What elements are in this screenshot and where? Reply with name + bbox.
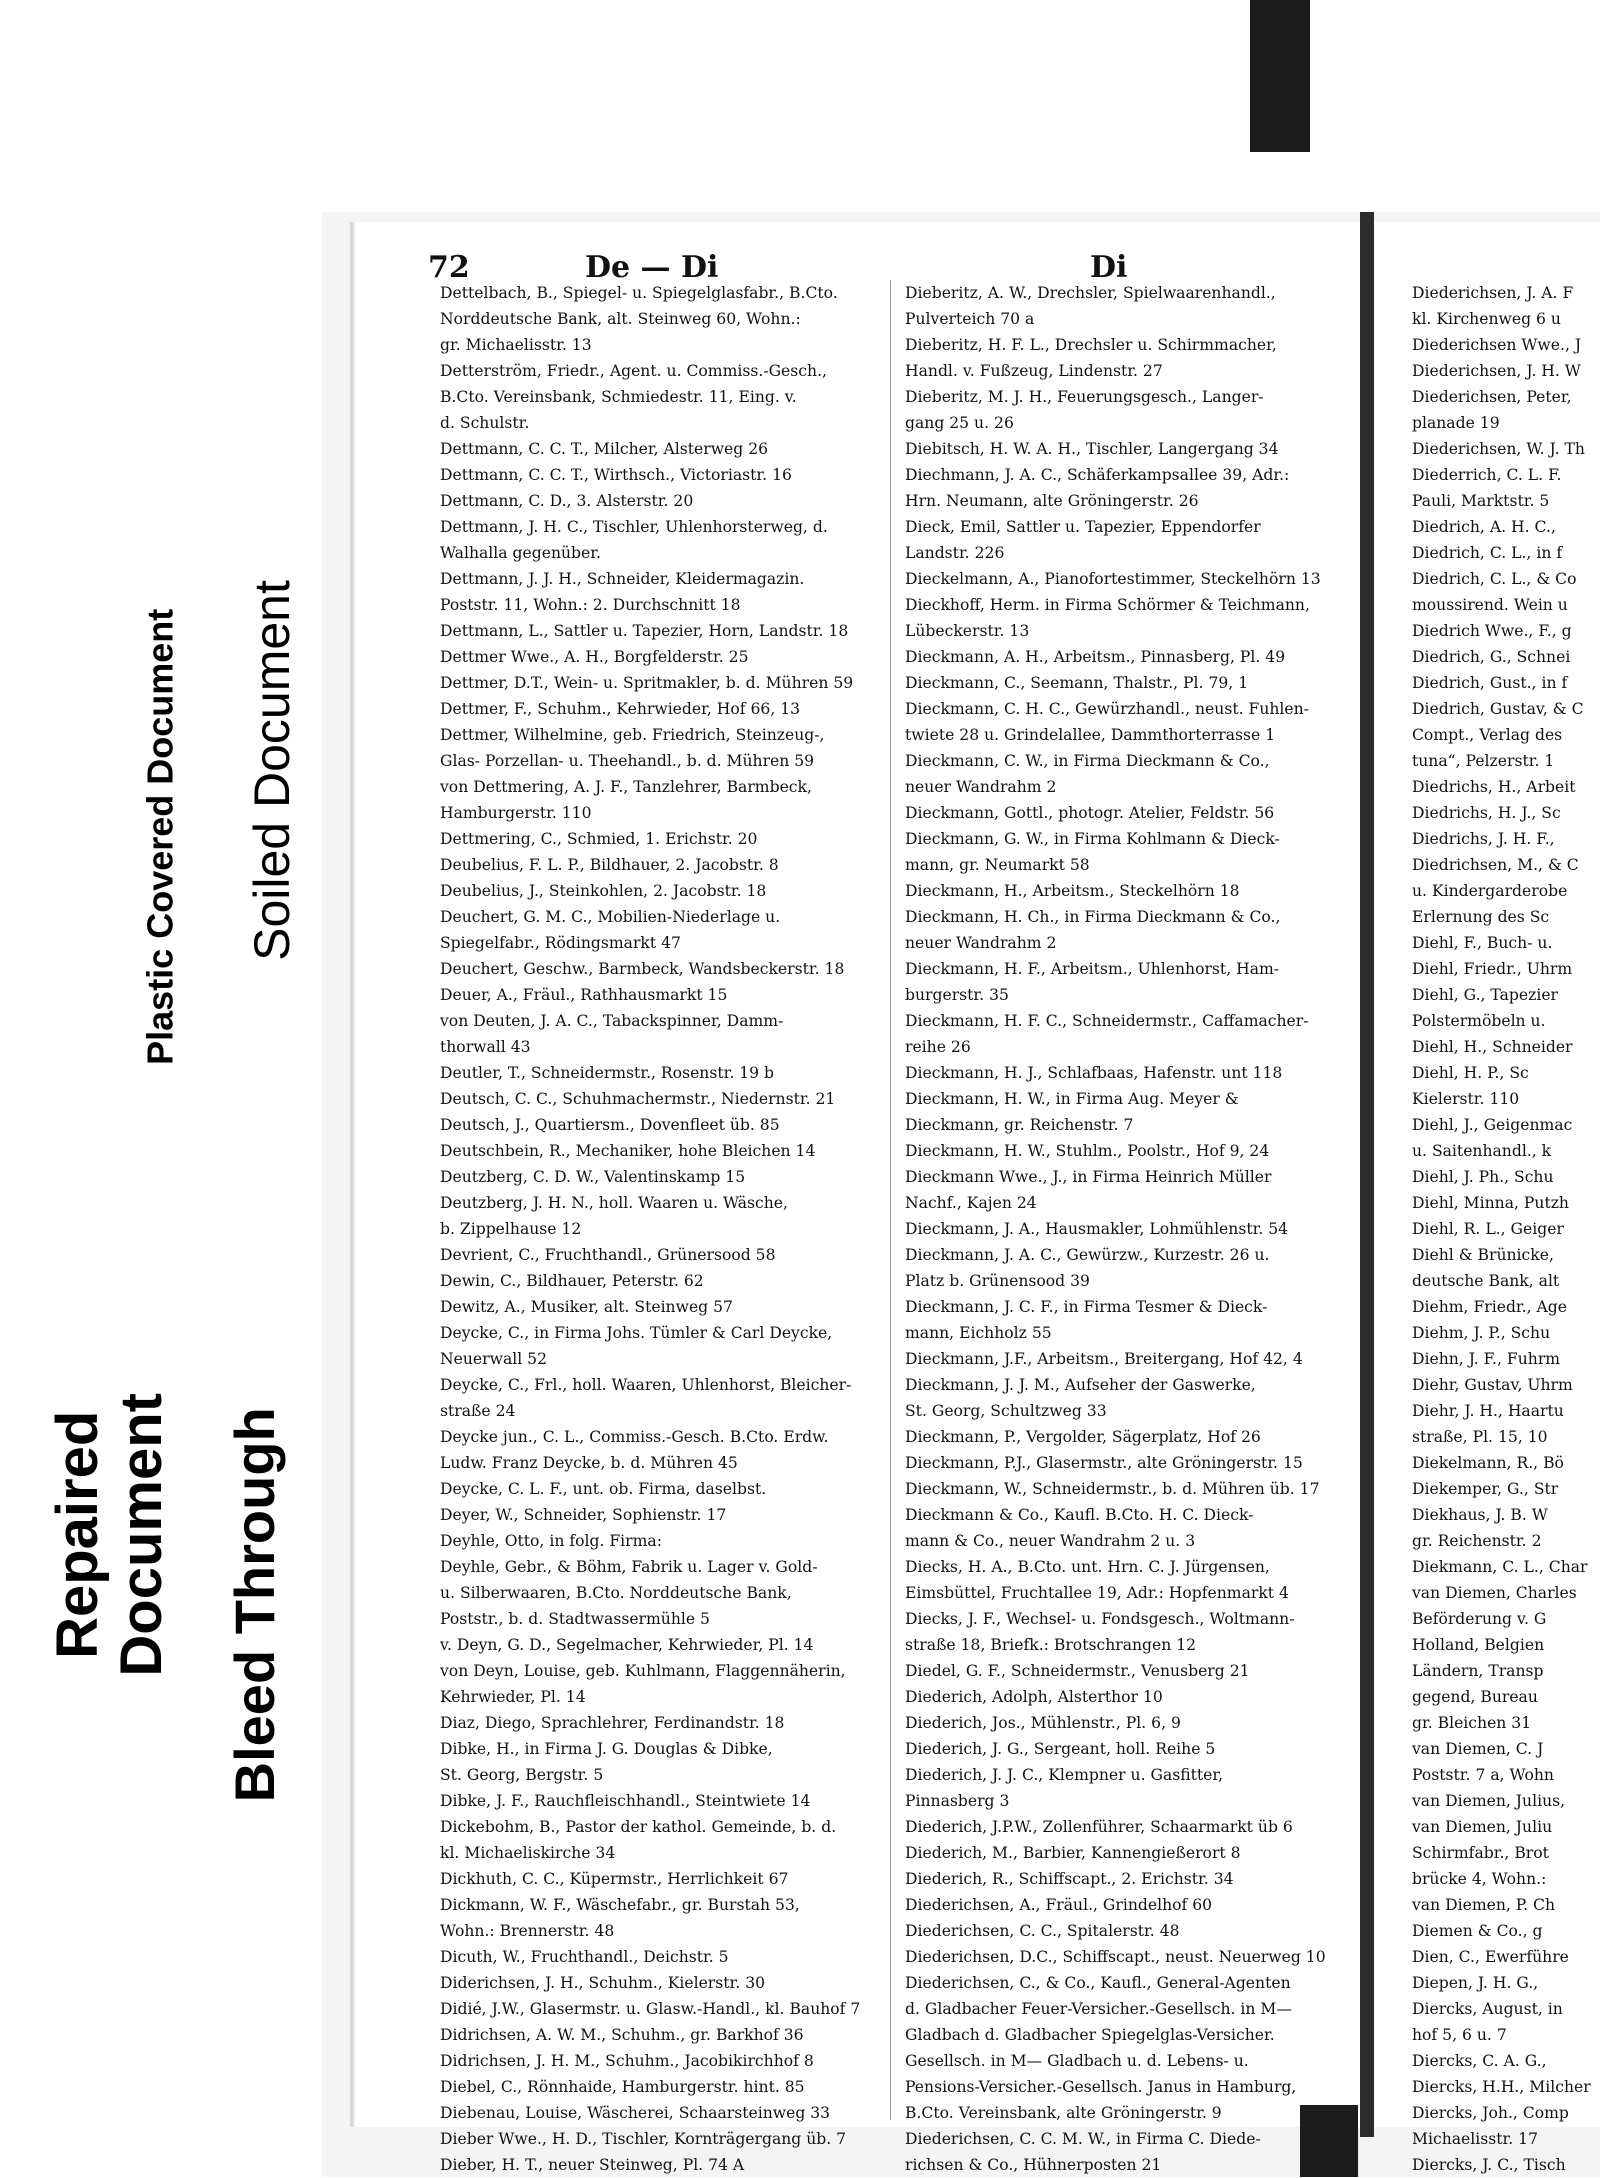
directory-line: Diehn, J. F., Fuhrm [1412,1350,1561,1368]
directory-line: mann, gr. Neumarkt 58 [905,856,1090,874]
directory-line: Glas- Porzellan- u. Theehandl., b. d. Mühren 59 [440,752,815,770]
directory-line: Dettmann, J. J. H., Schneider, Kleidermagazin. [440,570,805,588]
directory-line: neuer Wandrahm 2 [905,778,1057,796]
directory-line: Dettmer, Wilhelmine, geb. Friedrich, Steinzeug-, [440,726,825,744]
directory-line: Diercks, C. A. G., [1412,2052,1547,2070]
directory-line: Dettmann, J. H. C., Tischler, Uhlenhorsterweg, d. [440,518,828,536]
directory-line: Dieckmann, J. A., Hausmakler, Lohmühlenstr. 54 [905,1220,1289,1238]
bleed-through-label-card [200,1305,310,1905]
directory-line: Lübeckerstr. 13 [905,622,1030,640]
repaired-label [46,1393,174,1677]
directory-line: Dibke, H., in Firma J. G. Douglas & Dibke, [440,1740,773,1758]
directory-line: Diepen, J. H. G., [1412,1974,1539,1992]
directory-line: Deyhle, Gebr., & Böhm, Fabrik u. Lager v. Gold- [440,1558,818,1576]
directory-line: Ludw. Franz Deycke, b. d. Mühren 45 [440,1454,738,1472]
directory-line: straße 24 [440,1402,516,1420]
directory-line: Diederrich, C. L. F. [1412,466,1562,484]
directory-line: van Diemen, P. Ch [1412,1896,1556,1914]
directory-line: Diecks, J. F., Wechsel- u. Fondsgesch., Woltmann- [905,1610,1295,1628]
directory-line: Dettmann, C. C. T., Milcher, Alsterweg 26 [440,440,769,458]
directory-line: planade 19 [1412,414,1500,432]
directory-line: Diederichsen, C. C. M. W., in Firma C. Diede- [905,2130,1261,2148]
directory-line: Walhalla gegenüber. [440,544,601,562]
directory-line: Diederichsen, W. J. Th [1412,440,1585,458]
directory-line: Diehl & Brünicke, [1412,1246,1554,1264]
directory-line: d. Gladbacher Feuer-Versicher.-Gesellsch. in M— [905,2000,1292,2018]
directory-line: von Dettmering, A. J. F., Tanzlehrer, Barmbeck, [440,778,812,796]
directory-line: Compt., Verlag des [1412,726,1563,744]
directory-line: Detterström, Friedr., Agent. u. Commiss.-Gesch., [440,362,827,380]
directory-line: Dieckmann, C., Seemann, Thalstr., Pl. 79, 1 [905,674,1249,692]
directory-line: Poststr., b. d. Stadtwassermühle 5 [440,1610,710,1628]
directory-line: Diederichsen, Peter, [1412,388,1572,406]
directory-line: Eimsbüttel, Fruchtallee 19, Adr.: Hopfenmarkt 4 [905,1584,1289,1602]
directory-line: Diehr, Gustav, Uhrm [1412,1376,1573,1394]
directory-line: Deyer, W., Schneider, Sophienstr. 17 [440,1506,727,1524]
directory-line: Diekmann, C. L., Char [1412,1558,1588,1576]
directory-line: Diederichsen, C., & Co., Kaufl., General-Agenten [905,1974,1291,1992]
directory-line: B.Cto. Vereinsbank, alte Gröningerstr. 9 [905,2104,1222,2122]
directory-line: von Deuten, J. A. C., Tabackspinner, Damm- [440,1012,784,1030]
directory-line: Gesellsch. in M— Gladbach u. d. Lebens- u. [905,2052,1249,2070]
directory-line: Nachf., Kajen 24 [905,1194,1037,1212]
directory-line: Diedrichs, H. J., Sc [1412,804,1561,822]
directory-line: Deuer, A., Fräul., Rathhausmarkt 15 [440,986,728,1004]
directory-line: u. Kindergarderobe [1412,882,1568,900]
directory-line: Diehl, Minna, Putzh [1412,1194,1569,1212]
directory-line: Diederichsen, J. A. F [1412,284,1574,302]
directory-line: Dettmann, C. D., 3. Alsterstr. 20 [440,492,694,510]
binding-clip-top [1250,0,1310,152]
directory-line: Dieckmann, H. F. C., Schneidermstr., Caffamacher- [905,1012,1309,1030]
directory-line: gr. Michaelisstr. 13 [440,336,592,354]
directory-line: Dettmering, C., Schmied, 1. Erichstr. 20 [440,830,758,848]
directory-line: gr. Bleichen 31 [1412,1714,1532,1732]
directory-line: Dieckmann, H. J., Schlafbaas, Hafenstr. unt 118 [905,1064,1283,1082]
directory-line: Dieckmann, J. J. M., Aufseher der Gaswerke, [905,1376,1256,1394]
directory-line: neuer Wandrahm 2 [905,934,1057,952]
directory-line: Diederich, J. J. C., Klempner u. Gasfitter, [905,1766,1224,1784]
directory-line: Dettmer, F., Schuhm., Kehrwieder, Hof 66, 13 [440,700,801,718]
directory-line: Dickebohm, B., Pastor der kathol. Gemeinde, b. d. [440,1818,837,1836]
directory-line: gr. Reichenstr. 2 [1412,1532,1542,1550]
directory-line: Deycke, C. L. F., unt. ob. Firma, daselbst. [440,1480,767,1498]
directory-line: Deycke, C., Frl., holl. Waaren, Uhlenhorst, Bleicher- [440,1376,852,1394]
directory-line: van Diemen, C. J [1412,1740,1544,1758]
directory-line: Didrichsen, A. W. M., Schuhm., gr. Barkhof 36 [440,2026,804,2044]
directory-line: d. Schulstr. [440,414,530,432]
directory-line: Diederich, Jos., Mühlenstr., Pl. 6, 9 [905,1714,1181,1732]
directory-line: Dieckmann, J.F., Arbeitsm., Breitergang, Hof 42, 4 [905,1350,1303,1368]
plastic-covered-label: Plastic Covered Document [139,608,181,1066]
directory-line: van Diemen, Charles [1412,1584,1577,1602]
directory-line: Dettmer, D.T., Wein- u. Spritmakler, b. d. Mühren 59 [440,674,854,692]
directory-line: Poststr. 7 a, Wohn [1412,1766,1554,1784]
column-divider [890,280,891,2120]
directory-line: B.Cto. Vereinsbank, Schmiedestr. 11, Eing. v. [440,388,797,406]
directory-line: Dewitz, A., Musiker, alt. Steinweg 57 [440,1298,733,1316]
directory-line: Diedrich, Gust., in f [1412,674,1568,692]
directory-line: Dickmann, W. F., Wäschefabr., gr. Burstah 53, [440,1896,800,1914]
directory-line: van Diemen, Julius, [1412,1792,1566,1810]
directory-line: Dieckmann, H. W., Stuhlm., Poolstr., Hof 9, 24 [905,1142,1270,1160]
directory-line: Dieckmann, H., Arbeitsm., Steckelhörn 18 [905,882,1240,900]
directory-line: Diederich, J. G., Sergeant, holl. Reihe 5 [905,1740,1216,1758]
directory-line: Deuchert, Geschw., Barmbeck, Wandsbeckerstr. 18 [440,960,845,978]
directory-line: Dieckmann, H. W., in Firma Aug. Meyer & [905,1090,1239,1108]
directory-line: Diehl, H. P., Sc [1412,1064,1529,1082]
directory-line: Michaelisstr. 17 [1412,2130,1538,2148]
directory-line: tuna“, Pelzerstr. 1 [1412,752,1555,770]
directory-line: Dettmer Wwe., A. H., Borgfelderstr. 25 [440,648,749,666]
directory-line: Diedrichs, J. H. F., [1412,830,1555,848]
directory-line: gegend, Bureau [1412,1688,1538,1706]
directory-line: Dieckmann, Gottl., photogr. Atelier, Feldstr. 56 [905,804,1275,822]
directory-line: Diederichsen, A., Fräul., Grindelhof 60 [905,1896,1213,1914]
directory-line: St. Georg, Bergstr. 5 [440,1766,604,1784]
page-number: 72 [428,250,470,285]
directory-line: straße 18, Briefk.: Brotschrangen 12 [905,1636,1197,1654]
repaired-label-line2: Document [109,1393,175,1677]
directory-line: Landstr. 226 [905,544,1005,562]
directory-line: Holland, Belgien [1412,1636,1545,1654]
directory-line: Hrn. Neumann, alte Gröningerstr. 26 [905,492,1199,510]
directory-line: Diehm, J. P., Schu [1412,1324,1551,1342]
directory-line: Diedel, G. F., Schneidermstr., Venusberg 21 [905,1662,1250,1680]
directory-line: Diercks, Joh., Comp [1412,2104,1569,2122]
left-column [440,280,880,2178]
directory-line: gang 25 u. 26 [905,414,1014,432]
directory-line: Diechmann, J. A. C., Schäferkampsallee 39, Adr.: [905,466,1290,484]
directory-line: Diederich, R., Schiffscapt., 2. Erichstr. 34 [905,1870,1234,1888]
directory-line: Diercks, August, in [1412,2000,1563,2018]
directory-line: Diedrich, A. H. C., [1412,518,1556,536]
directory-line: Diederich, J.P.W., Zollenführer, Schaarmarkt üb 6 [905,1818,1293,1836]
directory-line: Neuerwall 52 [440,1350,548,1368]
directory-line: Dieck, Emil, Sattler u. Tapezier, Eppendorfer [905,518,1261,536]
directory-line: Dieckmann, H. F., Arbeitsm., Uhlenhorst, Ham- [905,960,1280,978]
directory-line: Dieckhoff, Herm. in Firma Schörmer & Teichmann, [905,596,1310,614]
directory-line: Norddeutsche Bank, alt. Steinweg 60, Wohn.: [440,310,801,328]
directory-line: Dibke, J. F., Rauchfleischhandl., Steintwiete 14 [440,1792,811,1810]
directory-line: Diehl, F., Buch- u. [1412,934,1553,952]
directory-line: Diehl, R. L., Geiger [1412,1220,1564,1238]
directory-line: Kehrwieder, Pl. 14 [440,1688,586,1706]
directory-line: Dicuth, W., Fruchthandl., Deichstr. 5 [440,1948,729,1966]
directory-line: Diedrich, G., Schnei [1412,648,1571,666]
directory-line: Pauli, Marktstr. 5 [1412,492,1550,510]
directory-line: Dieckelmann, A., Pianofortestimmer, Steckelhörn 13 [905,570,1321,588]
directory-line: reihe 26 [905,1038,971,1056]
directory-line: Diecks, H. A., B.Cto. unt. Hrn. C. J. Jürgensen, [905,1558,1270,1576]
directory-line: Dieckmann, J. C. F., in Firma Tesmer & Dieck- [905,1298,1268,1316]
directory-line: Diehm, Friedr., Age [1412,1298,1568,1316]
directory-line: Polstermöbeln u. [1412,1012,1546,1030]
directory-line: Deutler, T., Schneidermstr., Rosenstr. 19 b [440,1064,775,1082]
bleed-through-label: Bleed Through [223,1407,287,1803]
directory-line: Dieckmann, P.J., Glasermstr., alte Gröningerstr. 15 [905,1454,1303,1472]
directory-line: Diederichsen, C. C., Spitalerstr. 48 [905,1922,1180,1940]
directory-line: brücke 4, Wohn.: [1412,1870,1547,1888]
directory-line: Diederichsen, D.C., Schiffscapt., neust. Neuerweg 10 [905,1948,1326,1966]
directory-line: Diederich, M., Barbier, Kannengießerort 8 [905,1844,1241,1862]
directory-line: Deutzberg, C. D. W., Valentinskamp 15 [440,1168,746,1186]
directory-line: Dieberitz, H. F. L., Drechsler u. Schirmmacher, [905,336,1277,354]
directory-line: Diedrich, Gustav, & C [1412,700,1584,718]
directory-line: Diekhaus, J. B. W [1412,1506,1548,1524]
directory-line: Pensions-Versicher.-Gesellsch. Janus in Hamburg, [905,2078,1297,2096]
directory-line: deutsche Bank, alt [1412,1272,1560,1290]
directory-line: Dettmann, L., Sattler u. Tapezier, Horn, Landstr. 18 [440,622,849,640]
directory-line: mann & Co., neuer Wandrahm 2 u. 3 [905,1532,1196,1550]
right-column [1412,280,1600,2178]
directory-line: Diercks, J. C., Tisch [1412,2156,1566,2174]
directory-line: Gladbach d. Gladbacher Spiegelglas-Versicher. [905,2026,1275,2044]
directory-line: Dickhuth, C. C., Küpermstr., Herrlichkeit 67 [440,1870,789,1888]
running-head-center: Di [1090,250,1128,285]
directory-line: Dieckmann, P., Vergolder, Sägerplatz, Hof 26 [905,1428,1261,1446]
directory-line: kl. Kirchenweg 6 u [1412,310,1561,328]
directory-line: b. Zippelhause 12 [440,1220,582,1238]
directory-line: Dieckmann, H. Ch., in Firma Dieckmann & Co., [905,908,1281,926]
directory-line: Diehl, J., Geigenmac [1412,1116,1573,1134]
directory-line: Deuchert, G. M. C., Mobilien-Niederlage u. [440,908,781,926]
directory-line: Diebenau, Louise, Wäscherei, Schaarsteinweg 33 [440,2104,831,2122]
directory-line: Dieckmann, G. W., in Firma Kohlmann & Dieck- [905,830,1280,848]
directory-line: straße, Pl. 15, 10 [1412,1428,1548,1446]
directory-line: kl. Michaeliskirche 34 [440,1844,616,1862]
directory-line: Dieber Wwe., H. D., Tischler, Kornträgergang üb. 7 [440,2130,847,2148]
directory-line: Deycke jun., C. L., Commiss.-Gesch. B.Cto. Erdw. [440,1428,829,1446]
directory-line: Pinnasberg 3 [905,1792,1010,1810]
directory-line: Beförderung v. G [1412,1610,1547,1628]
directory-line: Diehl, H., Schneider [1412,1038,1573,1056]
directory-line: Spiegelfabr., Rödingsmarkt 47 [440,934,681,952]
directory-line: Dieckmann, W., Schneidermstr., b. d. Mühren üb. 17 [905,1480,1320,1498]
middle-column [905,280,1355,2178]
book-gutter [1360,212,1374,2137]
directory-line: Dieckmann, gr. Reichenstr. 7 [905,1116,1134,1134]
directory-line: Deycke, C., in Firma Johs. Tümler & Carl Deycke, [440,1324,833,1342]
directory-line: mann, Eichholz 55 [905,1324,1052,1342]
directory-line: Dettmann, C. C. T., Wirthsch., Victoriastr. 16 [440,466,792,484]
directory-line: Devrient, C., Fruchthandl., Grünersood 58 [440,1246,776,1264]
directory-line: Platz b. Grünensood 39 [905,1272,1090,1290]
directory-line: Dieckmann, A. H., Arbeitsm., Pinnasberg, Pl. 49 [905,648,1286,666]
directory-line: u. Saitenhandl., k [1412,1142,1552,1160]
directory-line: Diedrichsen, M., & C [1412,856,1579,874]
directory-line: Deutschbein, R., Mechaniker, hohe Bleichen 14 [440,1142,816,1160]
directory-line: Deubelius, J., Steinkohlen, 2. Jacobstr. 18 [440,882,767,900]
directory-line: Diaz, Diego, Sprachlehrer, Ferdinandstr. 18 [440,1714,785,1732]
directory-line: Diehr, J. H., Haartu [1412,1402,1564,1420]
directory-line: Dieckmann Wwe., J., in Firma Heinrich Müller [905,1168,1272,1186]
directory-line: Diehl, G., Tapezier [1412,986,1559,1004]
directory-line: Dettelbach, B., Spiegel- u. Spiegelglasfabr., B.Cto. [440,284,838,302]
directory-line: thorwall 43 [440,1038,531,1056]
directory-line: v. Deyn, G. D., Segelmacher, Kehrwieder, Pl. 14 [440,1636,814,1654]
directory-line: Diedrich Wwe., F., g [1412,622,1572,640]
directory-line: Diedrich, C. L., in f [1412,544,1563,562]
directory-line: Wohn.: Brennerstr. 48 [440,1922,615,1940]
directory-line: Hamburgerstr. 110 [440,804,592,822]
directory-line: Didrichsen, J. H. M., Schuhm., Jacobikirchhof 8 [440,2052,814,2070]
directory-line: Diedrichs, H., Arbeit [1412,778,1576,796]
directory-line: twiete 28 u. Grindelallee, Dammthorterrasse 1 [905,726,1276,744]
directory-line: Diebel, C., Rönnhaide, Hamburgerstr. hint. 85 [440,2078,805,2096]
directory-line: Diekelmann, R., Bö [1412,1454,1564,1472]
directory-line: Diercks, H.H., Milcher [1412,2078,1591,2096]
directory-line: Diehl, Friedr., Uhrm [1412,960,1573,978]
directory-line: richsen & Co., Hühnerposten 21 [905,2156,1162,2174]
directory-line: Dieckmann, J. A. C., Gewürzw., Kurzestr. 26 u. [905,1246,1270,1264]
directory-line: Dieckmann, C. W., in Firma Dieckmann & Co., [905,752,1270,770]
running-head-left: De — Di [585,250,719,285]
directory-line: Dewin, C., Bildhauer, Peterstr. 62 [440,1272,704,1290]
directory-line: Dieckmann & Co., Kaufl. B.Cto. H. C. Dieck- [905,1506,1254,1524]
directory-line: Deutsch, C. C., Schuhmachermstr., Niedernstr. 21 [440,1090,836,1108]
soiled-label-card [215,470,330,1070]
directory-line: Didié, J.W., Glasermstr. u. Glasw.-Handl., kl. Bauhof 7 [440,2000,861,2018]
directory-line: burgerstr. 35 [905,986,1009,1004]
directory-line: Erlernung des Sc [1412,908,1550,926]
directory-line: Kielerstr. 110 [1412,1090,1520,1108]
directory-line: Deubelius, F. L. P., Bildhauer, 2. Jacobstr. 8 [440,856,779,874]
directory-line: u. Silberwaaren, B.Cto. Norddeutsche Bank, [440,1584,792,1602]
directory-line: Ländern, Transp [1412,1662,1544,1680]
directory-line: Poststr. 11, Wohn.: 2. Durchschnitt 18 [440,596,741,614]
directory-line: Deutsch, J., Quartiersm., Dovenfleet üb. 85 [440,1116,780,1134]
directory-line: moussirend. Wein u [1412,596,1568,614]
directory-line: Dieberitz, M. J. H., Feuerungsgesch., Langer- [905,388,1264,406]
directory-line: Diebitsch, H. W. A. H., Tischler, Langergang 34 [905,440,1279,458]
directory-line: Dieber, H. T., neuer Steinweg, Pl. 74 A [440,2156,745,2174]
repaired-label-card [10,1300,210,1770]
directory-line: Deutzberg, J. H. N., holl. Waaren u. Wäsche, [440,1194,788,1212]
soiled-label: Soiled Document [244,579,301,961]
directory-line: Diemen & Co., g [1412,1922,1543,1940]
directory-line: Dieberitz, A. W., Drechsler, Spielwaarenhandl., [905,284,1276,302]
directory-line: Diderichsen, J. H., Schuhm., Kielerstr. 30 [440,1974,766,1992]
directory-line: Dieckmann, C. H. C., Gewürzhandl., neust. Fuhlen- [905,700,1309,718]
directory-line: Diederichsen, J. H. W [1412,362,1581,380]
directory-line: hof 5, 6 u. 7 [1412,2026,1507,2044]
directory-line: Diederich, Adolph, Alsterthor 10 [905,1688,1163,1706]
directory-line: Diederichsen Wwe., J [1412,336,1582,354]
directory-line: Pulverteich 70 a [905,310,1035,328]
plastic-covered-label-card [100,540,220,1134]
directory-line: Diekemper, G., Str [1412,1480,1559,1498]
directory-line: Handl. v. Fußzeug, Lindenstr. 27 [905,362,1163,380]
directory-line: Diedrich, C. L., & Co [1412,570,1577,588]
repaired-label-line1: Repaired [45,1410,111,1660]
directory-line: Dien, C., Ewerführe [1412,1948,1569,1966]
directory-line: Schirmfabr., Brot [1412,1844,1549,1862]
directory-line: St. Georg, Schultzweg 33 [905,1402,1107,1420]
directory-line: Diehl, J. Ph., Schu [1412,1168,1554,1186]
directory-line: Deyhle, Otto, in folg. Firma: [440,1532,662,1550]
directory-line: van Diemen, Juliu [1412,1818,1553,1836]
directory-line: von Deyn, Louise, geb. Kuhlmann, Flaggennäherin, [440,1662,846,1680]
